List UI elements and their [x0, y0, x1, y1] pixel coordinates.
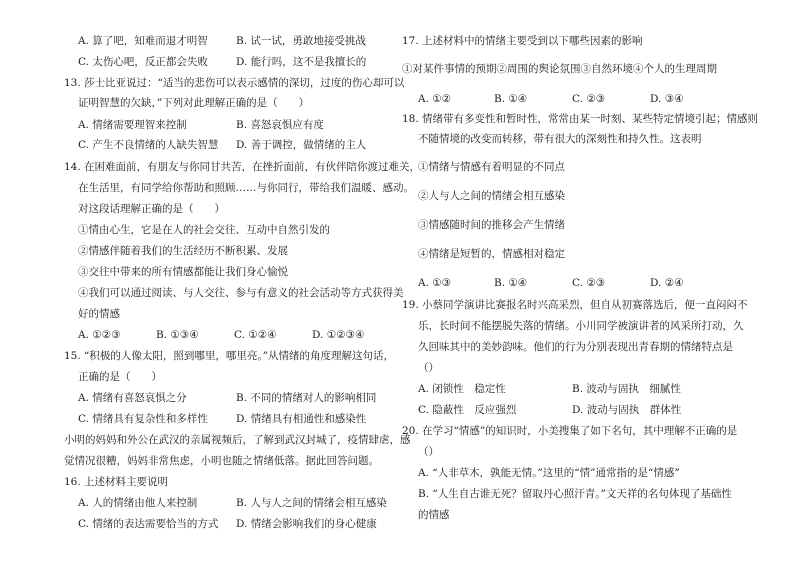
- q18-stem-line2: 不随情境的改变而转移，带有很大的深刻性和持久性。这表明: [418, 133, 702, 145]
- q20-stem-line1: 20. 在学习“情感”的知识时，小美搜集了如下名句，其中理解不正确的是: [402, 425, 738, 437]
- q19-stem-line4: （）: [418, 362, 439, 374]
- q14-statement-2: ②情感伴随着我们的生活经历不断积累、发展: [78, 245, 288, 257]
- q17-stem-line2: ①对某件事情的预期②周围的舆论氛围③自然环境④个人的生理周期: [402, 63, 717, 75]
- q12-option-a: A. 算了吧，知难而退才明智: [78, 35, 208, 47]
- material-line2: 觉情况很糟，妈妈非常焦虑，小明也随之情绪低落。据此回答问题。: [64, 455, 379, 467]
- q20-option-b-line1: B. “人生自古谁无死？留取丹心照汗青。”文天祥的名句体现了基础性: [418, 488, 732, 500]
- q13-stem-line2: 证明智慧的欠缺，”下列对此理解正确的是（ ）: [78, 97, 310, 109]
- q19-option-a: A. 闭锁性 稳定性: [418, 383, 506, 395]
- q13-option-b: B. 喜怒哀惧应有度: [236, 119, 324, 131]
- material-line1: 小明的妈妈和外公在武汉的亲属视频后，了解到武汉封城了，疫情肆虐，感: [64, 434, 411, 446]
- q13-option-a: A. 情绪需要理智来控制: [78, 119, 187, 131]
- q15-option-b: B. 不同的情绪对人的影响相同: [236, 392, 377, 404]
- q17-option-d: D. ③④: [650, 93, 684, 105]
- q20-option-b-line2: 的情感: [418, 509, 450, 521]
- q17-option-b: B. ①④: [494, 93, 528, 105]
- q14-stem-line2: 在生活里，有同学给你帮助和照顾……与你同行，带给我们温暖、感动。: [78, 182, 414, 194]
- q15-option-d: D. 情绪具有相通性和感染性: [236, 413, 367, 425]
- q18-statement-1: ①情绪与情感有着明显的不同点: [418, 161, 565, 173]
- q16-option-c: C. 情绪的表达需要恰当的方式: [78, 518, 219, 530]
- q14-statement-3: ③交往中带来的所有情感都能让我们身心愉悦: [78, 266, 288, 278]
- q15-stem-line1: 15. “积极的人像太阳，照到哪里，哪里亮。”从情绪的角度理解这句话，: [64, 350, 395, 362]
- q18-option-b: B. ①④: [494, 277, 528, 289]
- q16-stem-line1: 16. 上述材料主要说明: [64, 476, 169, 488]
- q16-option-a: A. 人的情绪由他人来控制: [78, 497, 198, 509]
- q14-statement-4b: 好的情感: [78, 308, 120, 320]
- q20-stem-line2: （）: [418, 446, 439, 458]
- q14-statement-4a: ④我们可以通过阅读、与人交往、参与有意义的社会活动等方式获得美: [78, 287, 404, 299]
- q15-stem-line2: 正确的是（ ）: [78, 371, 162, 383]
- q14-stem-line3: 对这段话理解正确的是（ ）: [78, 203, 225, 215]
- q19-option-d: D. 波动与固执 群体性: [572, 404, 682, 416]
- q15-option-c: C. 情绪具有复杂性和多样性: [78, 413, 208, 425]
- q16-option-b: B. 人与人之间的情绪会相互感染: [236, 497, 387, 509]
- q14-option-b: B. ①③④: [156, 329, 199, 341]
- q16-option-d: D. 情绪会影响我们的身心健康: [236, 518, 377, 530]
- q17-stem-line1: 17. 上述材料中的情绪主要受到以下哪些因素的影响: [402, 35, 643, 47]
- q13-option-c: C. 产生不良情绪的人缺失智慧: [78, 139, 219, 151]
- q19-stem-line3: 久回味其中的美妙韵味。他们的行为分别表现出青春期的情绪特点是: [418, 341, 733, 353]
- q19-option-b: B. 波动与固执 细腻性: [572, 383, 681, 395]
- q13-stem-line1: 13. 莎士比亚说过：“适当的悲伤可以表示感情的深切，过度的伤心却可以: [64, 77, 405, 89]
- q18-statement-2: ②人与人之间的情绪会相互感染: [418, 190, 565, 202]
- q15-option-a: A. 情绪有喜怒哀惧之分: [78, 392, 187, 404]
- q14-option-d: D. ①②③④: [312, 329, 365, 341]
- q18-stem-line1: 18. 情绪带有多变性和暂时性，常常由某一时刻、某些特定情境引起；情感则: [402, 113, 759, 125]
- q18-statement-4: ④情绪是短暂的，情感相对稳定: [418, 248, 565, 260]
- q17-option-a: A. ①②: [418, 93, 452, 105]
- q18-statement-3: ③情感随时间的推移会产生情绪: [418, 219, 565, 231]
- q14-stem-line1: 14. 在困难面前，有朋友与你同甘共苦，在挫折面前，有伙伴陪你渡过难关，: [64, 161, 421, 173]
- q19-stem-line2: 乐，长时间不能摆脱失落的情绪。小川同学被演讲者的风采所打动，久: [418, 320, 744, 332]
- q19-stem-line1: 19. 小蔡同学演讲比赛报名时兴高采烈，但自从初赛落选后，便一直闷闷不: [402, 299, 748, 311]
- q14-option-a: A. ①②③: [78, 329, 121, 341]
- q18-option-c: C. ②③: [572, 277, 606, 289]
- q13-option-d: D. 善于调控，做情绪的主人: [236, 139, 367, 151]
- q14-statement-1: ①情由心生，它是在人的社会交往、互动中自然引发的: [78, 224, 330, 236]
- q12-option-b: B. 试一试，勇敢地接受挑战: [236, 35, 366, 47]
- q20-option-a: A. “人非草木，孰能无情。”这里的“情”通常指的是“情感”: [418, 467, 680, 479]
- q18-option-a: A. ①③: [418, 277, 452, 289]
- q12-option-c: C. 太伤心吧，反正都会失败: [78, 56, 208, 68]
- q14-option-c: C. ①②④: [234, 329, 277, 341]
- q19-option-c: C. 隐蔽性 反应强烈: [418, 404, 517, 416]
- q18-option-d: D. ②④: [650, 277, 684, 289]
- q12-option-d: D. 能行吗，这不是我擅长的: [236, 56, 367, 68]
- q17-option-c: C. ②③: [572, 93, 606, 105]
